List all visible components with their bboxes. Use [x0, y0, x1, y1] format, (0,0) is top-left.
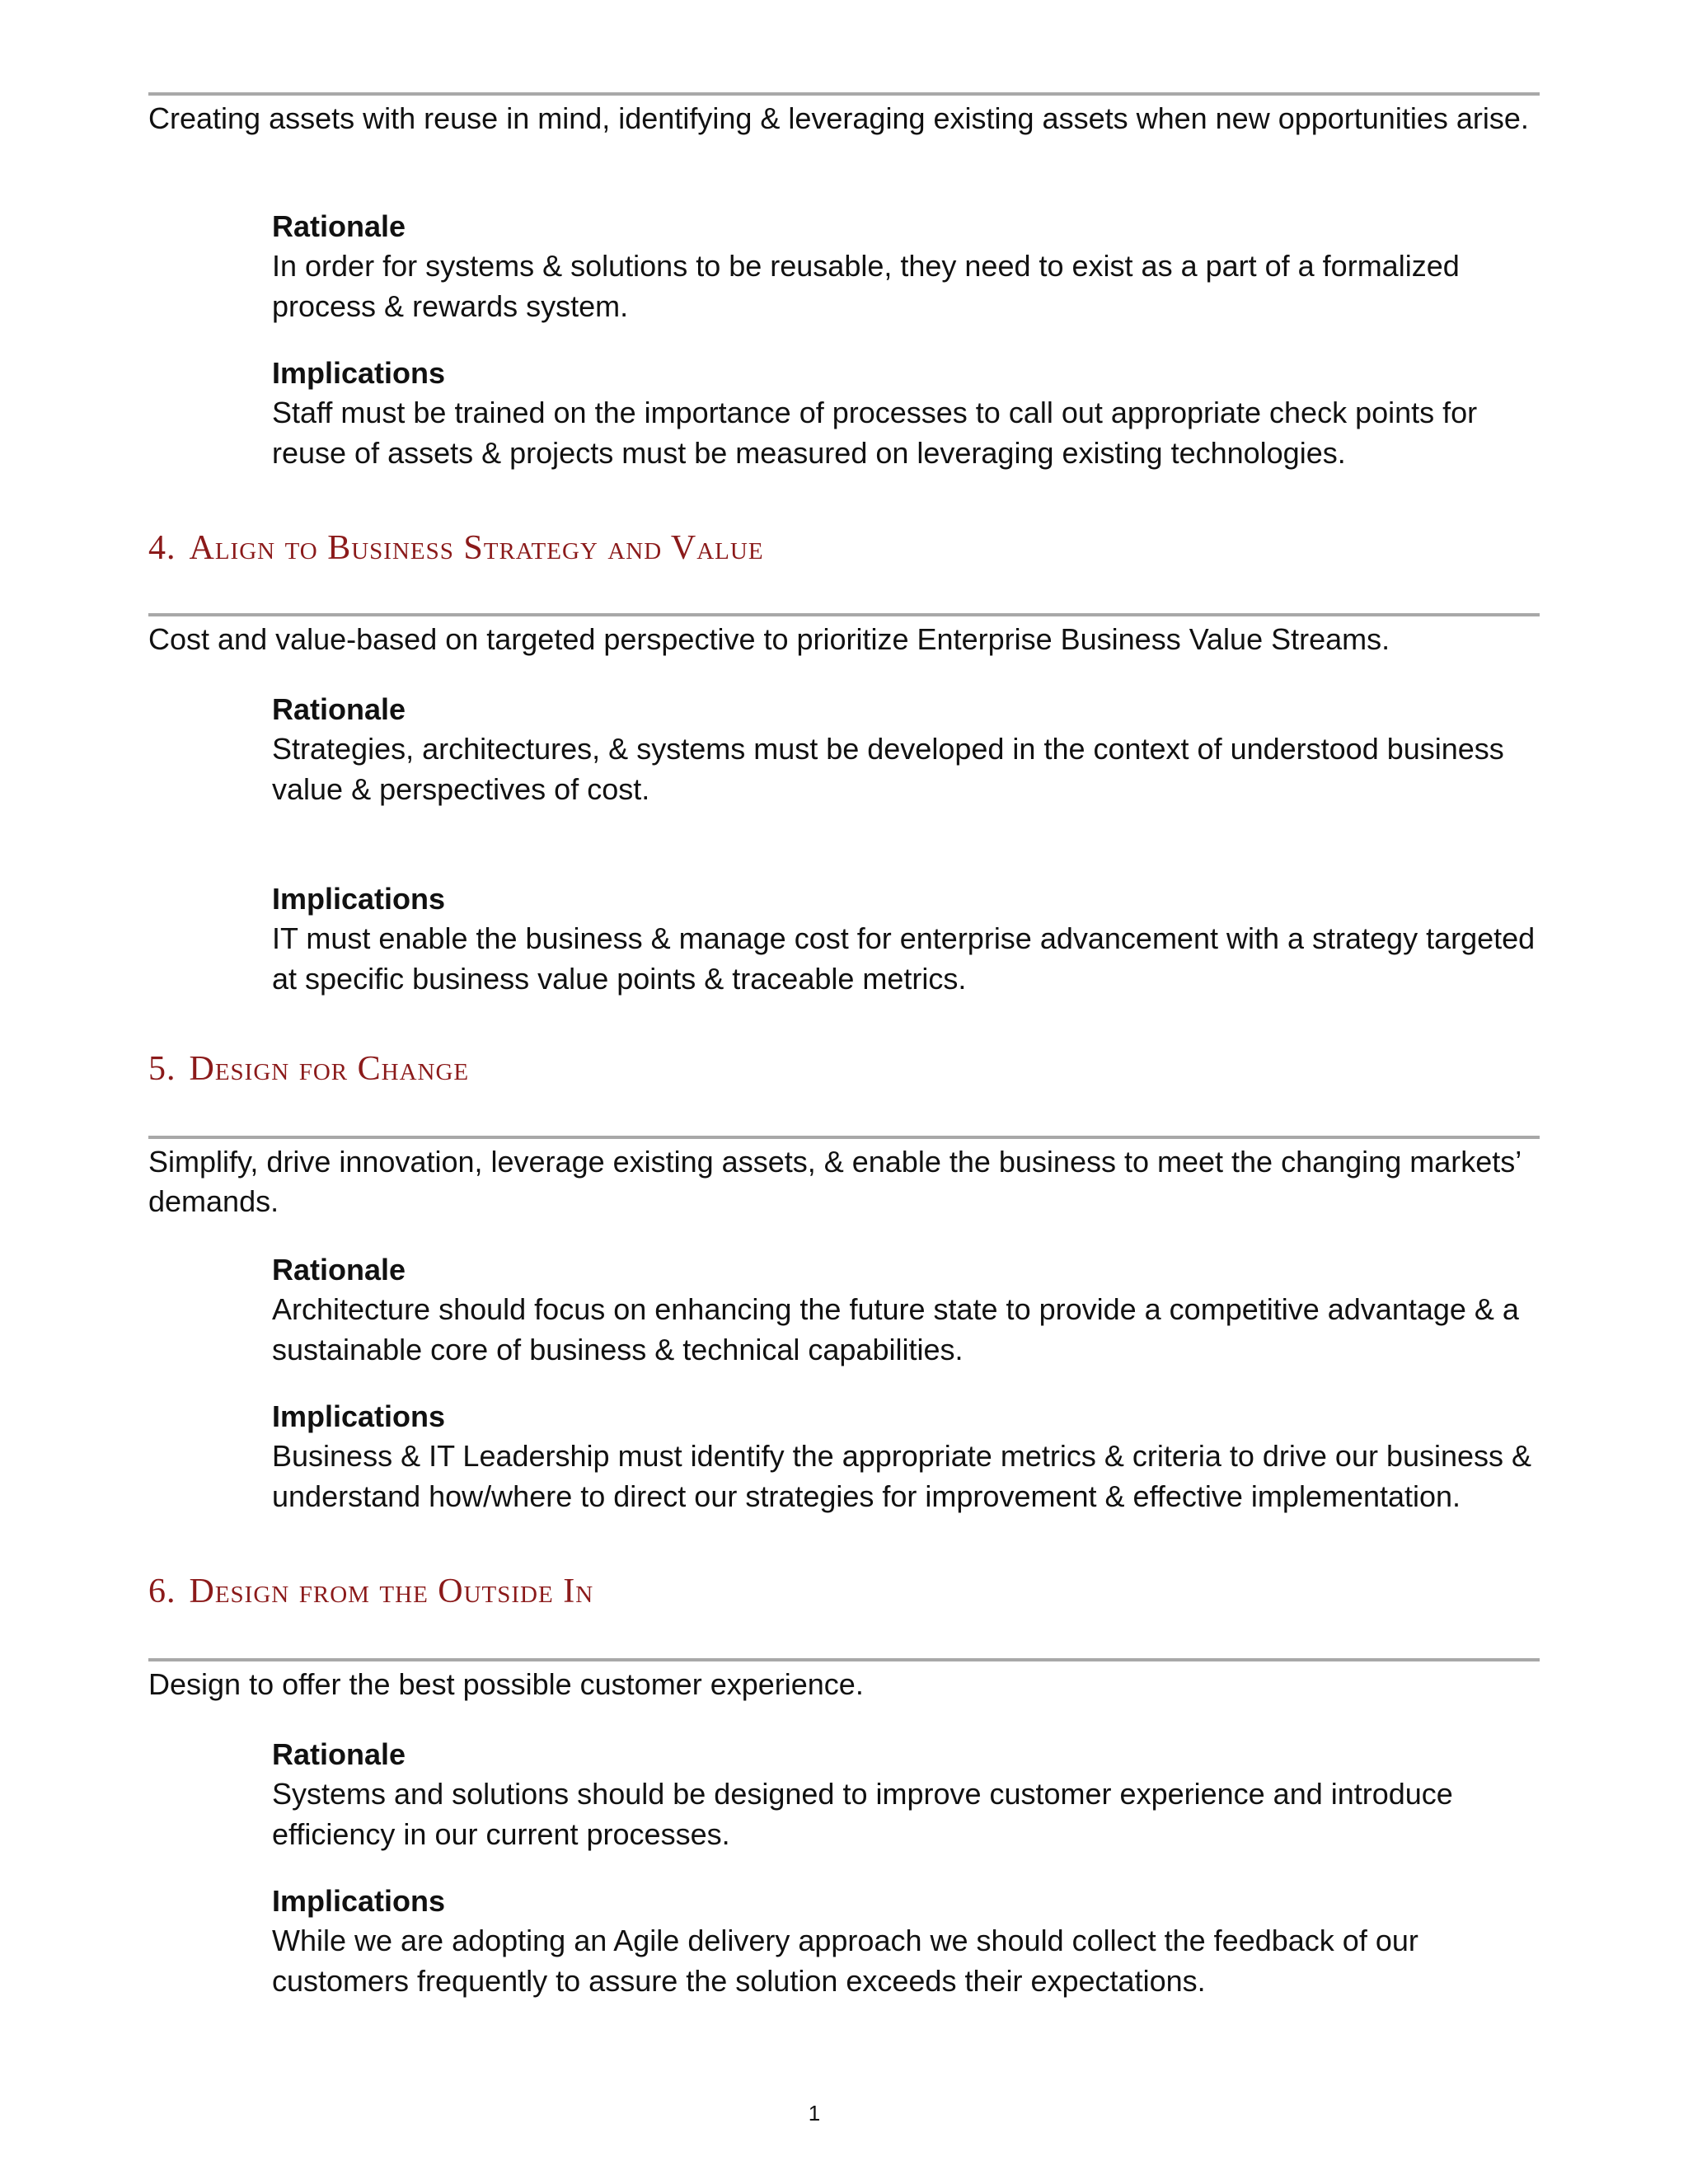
section-title: Align to Business Strategy and Value — [189, 529, 764, 567]
rationale-block — [272, 208, 1541, 326]
section-number: 6. — [148, 1572, 176, 1610]
section-title: Design from the Outside In — [189, 1572, 594, 1610]
implications-heading: Implications — [272, 882, 446, 916]
section-heading — [148, 527, 764, 569]
section-divider — [148, 1136, 1540, 1139]
section-divider — [148, 92, 1540, 96]
rationale-heading: Rationale — [272, 1737, 406, 1771]
implications-text: IT must enable the business & manage cost for enterprise advancement with a strategy targeted at specific business value points & traceable metrics. — [272, 921, 1536, 996]
section-heading — [148, 1048, 469, 1090]
rationale-text: In order for systems & solutions to be reusable, they need to exist as a part of a formalized process & rewards system. — [272, 249, 1460, 323]
implications-block — [272, 354, 1541, 473]
implications-text: While we are adopting an Agile delivery approach we should collect the feedback of our customers frequently to assure the solution exceeds their expectations. — [272, 1924, 1418, 1998]
rationale-text: Systems and solutions should be designed to improve customer experience and introduce efficiency in our current processes. — [272, 1777, 1453, 1851]
page-number: 1 — [808, 2101, 821, 2125]
rationale-heading: Rationale — [272, 692, 406, 726]
implications-block — [272, 880, 1541, 999]
implications-heading: Implications — [272, 1399, 446, 1433]
implications-text: Staff must be trained on the importance of processes to call out appropriate check points for reuse of assets & projects must be measured on leveraging existing technologies. — [272, 396, 1478, 470]
rationale-heading: Rationale — [272, 1253, 406, 1286]
section-number: 5. — [148, 1050, 176, 1088]
section-title: Design for Change — [189, 1050, 470, 1088]
section-intro: Cost and value-based on targeted perspective to prioritize Enterprise Business Value Streams. — [148, 622, 1390, 656]
section-intro: Design to offer the best possible customer experience. — [148, 1667, 864, 1701]
rationale-text: Architecture should focus on enhancing the future state to provide a competitive advantage & a sustainable core of business & technical capabilities. — [272, 1292, 1519, 1366]
implications-block — [272, 1398, 1541, 1516]
rationale-text: Strategies, architectures, & systems must be developed in the context of understood business value & perspectives of cost. — [272, 732, 1504, 806]
rationale-heading: Rationale — [272, 209, 406, 243]
rationale-block — [272, 691, 1541, 809]
implications-block — [272, 1882, 1541, 2001]
section-intro: Creating assets with reuse in mind, identifying & leveraging existing assets when new opportunities arise. — [148, 101, 1529, 135]
section-divider — [148, 613, 1540, 616]
implications-text: Business & IT Leadership must identify the appropriate metrics & criteria to drive our business & understand how/where to direct our strategies for improvement & effective implementation. — [272, 1439, 1532, 1513]
section-divider — [148, 1658, 1540, 1661]
section-intro: Simplify, drive innovation, leverage existing assets, & enable the business to meet the changing markets’ demands. — [148, 1145, 1521, 1218]
section-heading — [148, 1571, 593, 1612]
rationale-block — [272, 1736, 1541, 1854]
section-number: 4. — [148, 529, 176, 567]
implications-heading: Implications — [272, 1884, 446, 1918]
rationale-block — [272, 1251, 1541, 1370]
implications-heading: Implications — [272, 356, 446, 390]
